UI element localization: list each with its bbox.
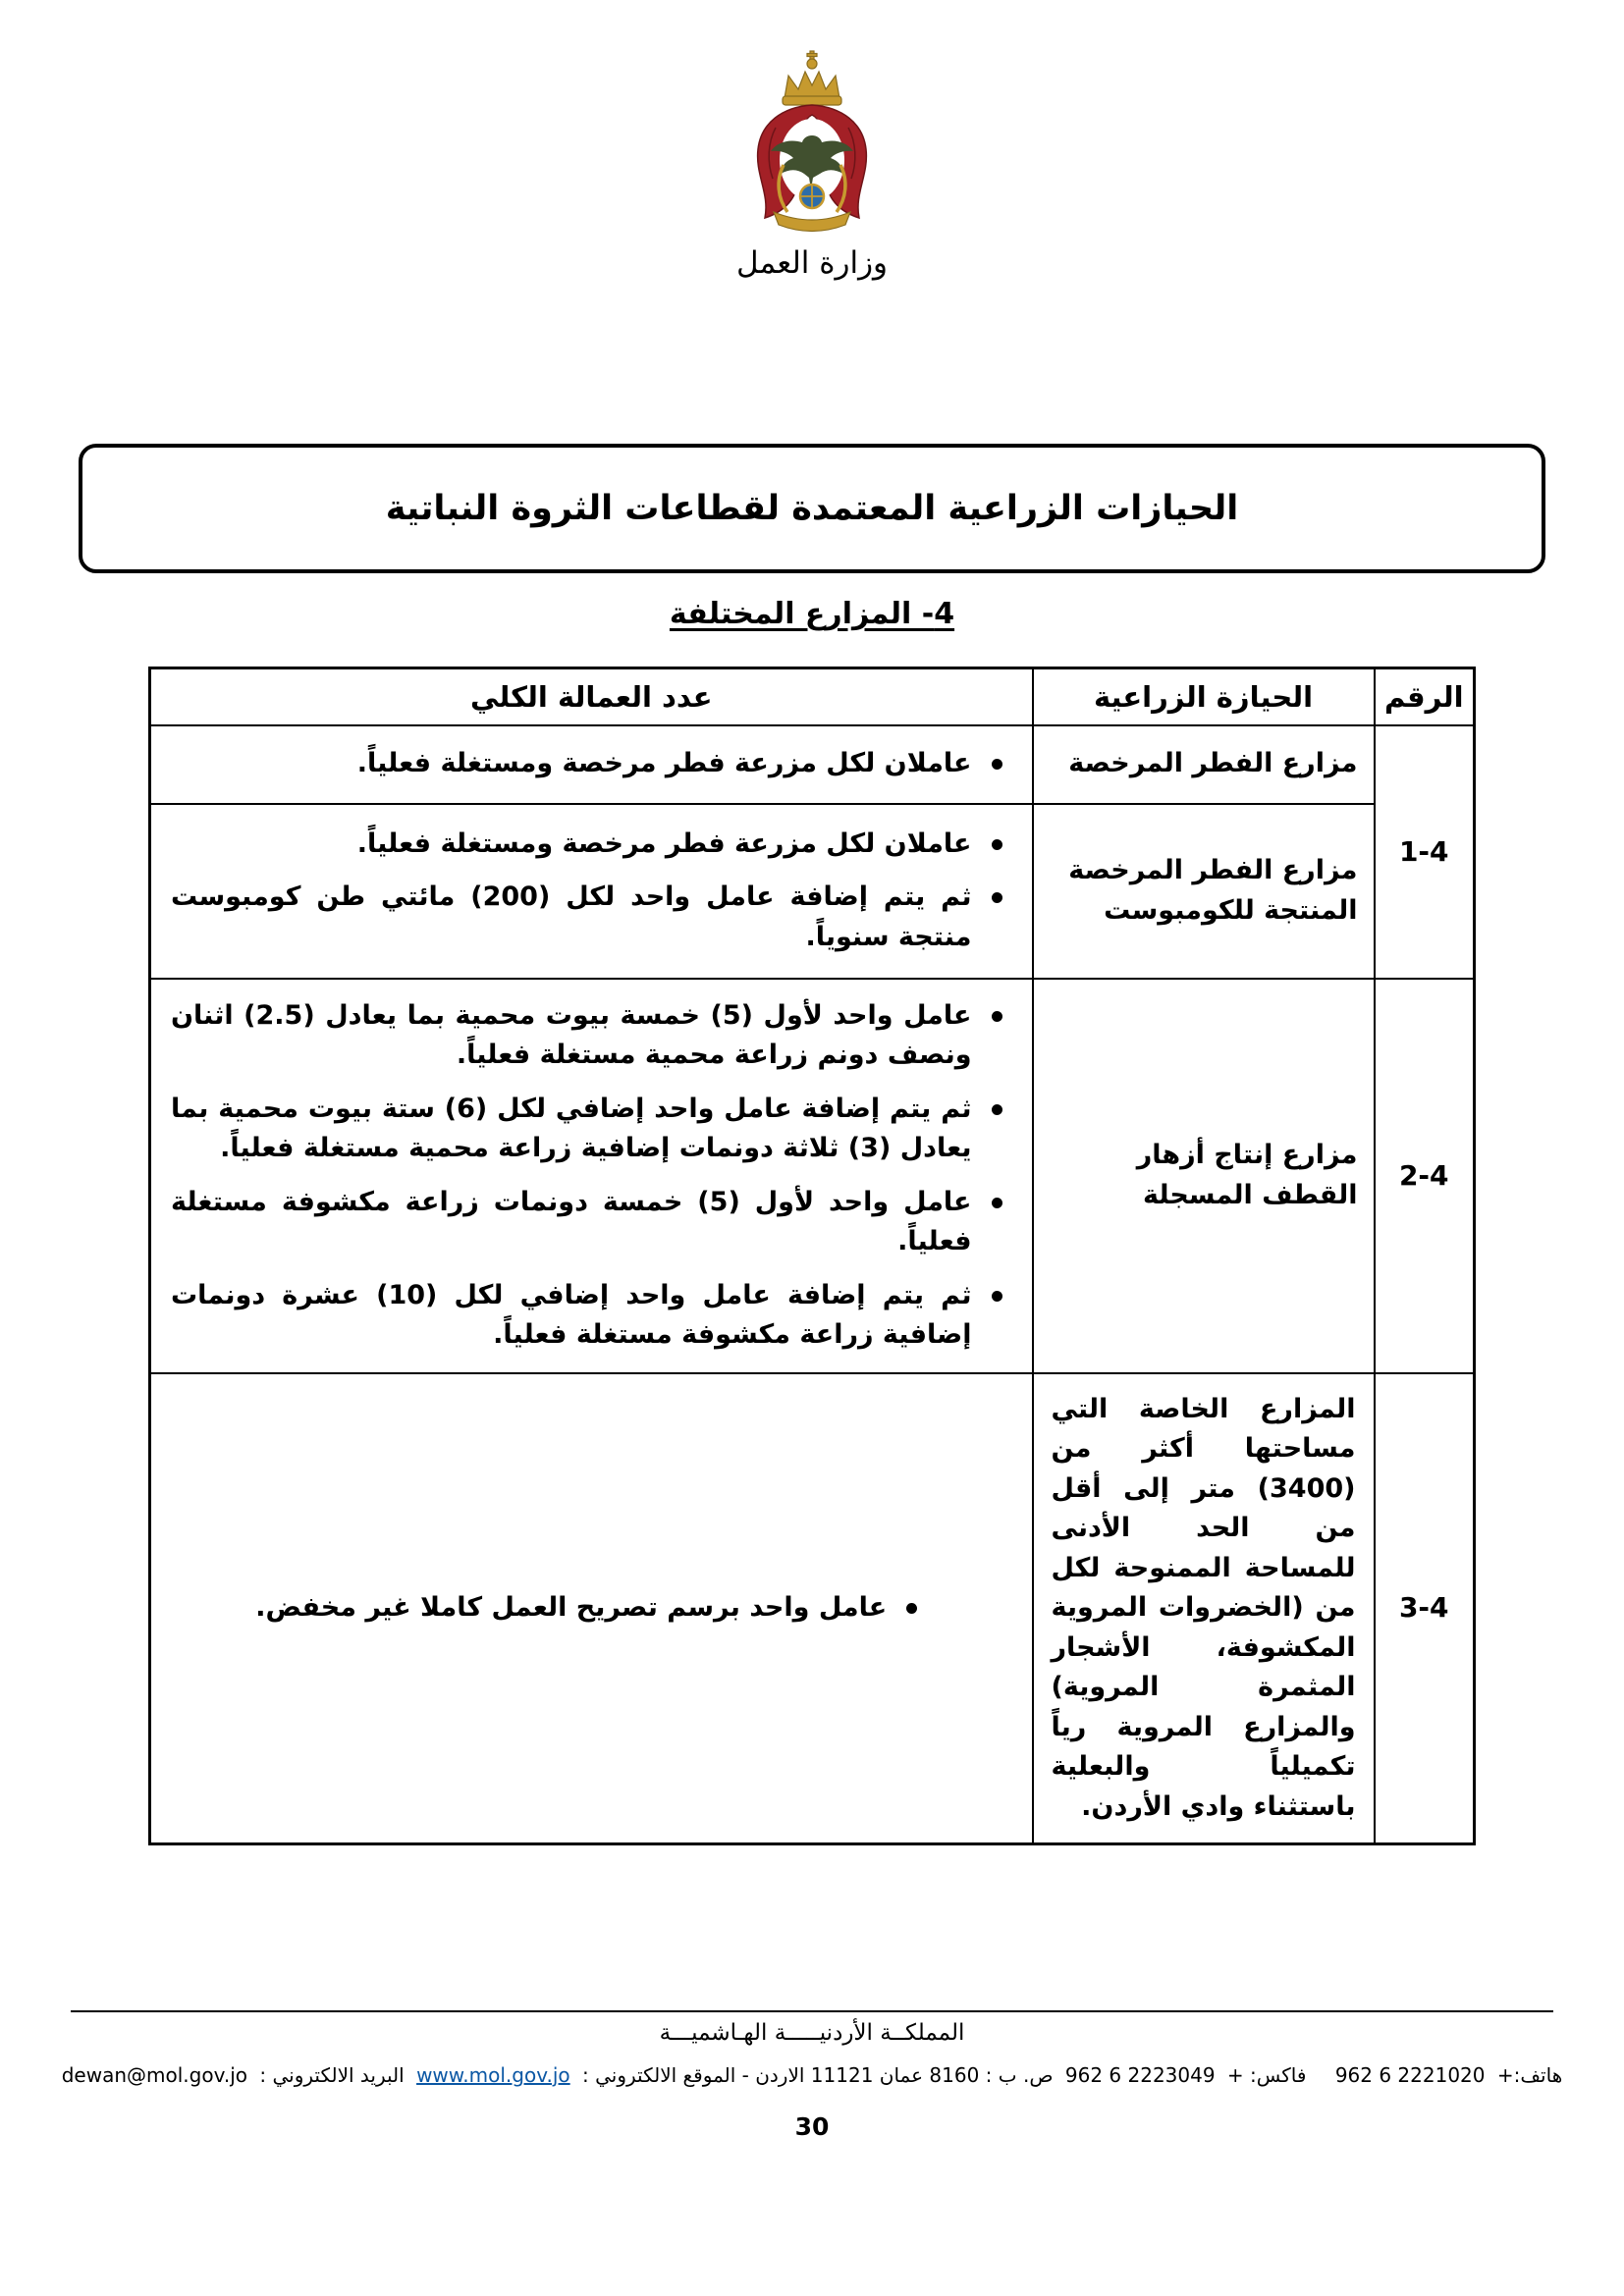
title-box [79, 444, 1545, 573]
table-row [150, 804, 1475, 979]
email-text: dewan@mol.gov.jo [61, 2063, 248, 2087]
worker-rule-text: ثم يتم إضافة عامل واحد إضافي لكل (10) عشرة دونمات إضافية زراعة مكشوفة مستغلة فعلياً. [171, 1279, 972, 1350]
list-item [171, 744, 1002, 784]
website-link[interactable]: www.mol.gov.jo [416, 2063, 570, 2087]
workers-cell [150, 979, 1033, 1373]
holdings-table [148, 667, 1476, 1845]
worker-rule-text: عامل واحد لأول (5) خمسة دونمات زراعة مكشوفة مستغلة فعلياً. [171, 1186, 972, 1256]
list-item [171, 1588, 1002, 1629]
document-title: الحيازات الزراعية المعتمدة لقطاعات الثروة النباتية [385, 489, 1239, 528]
bullet-icon [906, 1603, 917, 1614]
section-subtitle: 4- المزارع المختلفة [669, 597, 955, 631]
worker-rule-text: عامل واحد برسم تصريح العمل كاملا غير مخفض. [255, 1592, 888, 1623]
table-row [150, 725, 1475, 804]
footer-divider [71, 2010, 1553, 2012]
workers-cell [150, 1373, 1033, 1844]
contact-line [0, 2063, 1624, 2087]
workers-cell [150, 725, 1033, 804]
col-header-holding: الحيازة الزراعية [1033, 668, 1375, 725]
bullet-icon [992, 839, 1002, 850]
worker-rule-text: عاملان لكل مزرعة فطر مرخصة ومستغلة فعلياً. [356, 828, 972, 859]
row-number-cell: 2-4 [1375, 979, 1475, 1373]
list-item [171, 1183, 1002, 1262]
holding-cell: مزارع الفطر المرخصة [1033, 725, 1375, 804]
page-header [0, 0, 1624, 281]
workers-cell [150, 804, 1033, 979]
holding-cell: مزارع إنتاج أزهار القطف المسجلة [1033, 979, 1375, 1373]
row-number-cell: 3-4 [1375, 1373, 1475, 1844]
email-label: البريد الالكتروني : [259, 2063, 405, 2087]
table-row [150, 979, 1475, 1373]
list-item [171, 1276, 1002, 1356]
bullet-icon [992, 1291, 1002, 1302]
col-header-number: الرقم [1375, 668, 1475, 725]
bullet-icon [992, 1198, 1002, 1208]
page-number: 30 [794, 2112, 830, 2141]
worker-rule-text: ثم يتم إضافة عامل واحد لكل (200) مائتي طن كومبوست منتجة سنوياً. [171, 881, 972, 952]
bullet-icon [992, 892, 1002, 903]
col-header-workers: عدد العمالة الكلي [150, 668, 1033, 725]
bullet-icon [992, 1011, 1002, 1022]
fax-number: 962 6 2223049 [1064, 2063, 1216, 2087]
phone-label: هاتف:+ [1496, 2063, 1563, 2087]
row-number-cell: 1-4 [1375, 725, 1475, 979]
bullet-icon [992, 759, 1002, 770]
list-item [171, 1090, 1002, 1169]
page-footer [0, 2010, 1624, 2141]
worker-rule-text: عامل واحد لأول (5) خمسة بيوت محمية بما يعادل (2.5) اثنان ونصف دونم زراعة محمية مستغلة فعلياً. [171, 999, 972, 1070]
fax-label: فاكس: + [1226, 2063, 1307, 2087]
kingdom-name: المملكــة الأردنيـــــة الهـاشميـــة [659, 2020, 965, 2046]
table-header-row [150, 668, 1475, 725]
list-item [171, 825, 1002, 865]
ministry-name: وزارة العمل [735, 245, 889, 281]
bullet-icon [992, 1104, 1002, 1115]
phone-number: 962 6 2221020 [1334, 2063, 1486, 2087]
holding-cell: مزارع الفطر المرخصة المنتجة للكومبوست [1033, 804, 1375, 979]
jordan-coat-of-arms-logo [729, 49, 895, 234]
list-item [171, 996, 1002, 1076]
table-row [150, 1373, 1475, 1844]
list-item [171, 878, 1002, 957]
holding-cell: المزارع الخاصة التي مساحتها أكثر من (3400) متر إلى أقل من الحد الأدنى للمساحة الممنوحة لكل من (الخضروات المروية المكشوفة، الأشجار المثمرة المروية) والمزارع المروية رياً تكميلياً والبعلية باستثناء وادي الأردن. [1033, 1373, 1375, 1844]
address-text: ص. ب : 8160 عمان 11121 الاردن - الموقع الالكتروني : [582, 2063, 1054, 2087]
worker-rule-text: عاملان لكل مزرعة فطر مرخصة ومستغلة فعلياً. [356, 748, 972, 779]
worker-rule-text: ثم يتم إضافة عامل واحد إضافي لكل (6) ستة بيوت محمية بما يعادل (3) ثلاثة دونمات إضافية زراعة محمية مستغلة فعلياً. [171, 1093, 972, 1163]
